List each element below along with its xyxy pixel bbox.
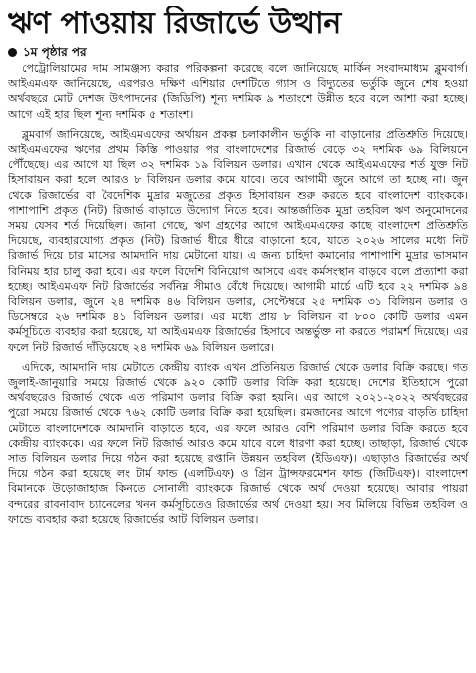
article-paragraph: এদিকে, আমদানি দায় মেটাতে কেন্দ্রীয় ব্যাংক এখন প্রতিনিয়ত রিজার্ভ থেকে ডলার বিক্রি করছে। গত জুলাই-জানুয়ারি সময়ে রিজার্ভ থেকে ৯২০ কোটি ডলার বিক্রি করা হয়েছে। দেশের ইতিহাসে পুরো অর্থবছরেও রিজার্ভ থেকে এত পরিমাণ ডলার বিক্রি করা হয়নি। এর আগে ২০২১-২০২২ অর্থবছরের পুরো সময়ে রিজার্ভ থেকে ৭৬২ কোটি ডলার বিক্রি করা হয়েছিল। রমজানের আগে পণ্যের বাড়তি চাহিদা মেটাতে বাংলাদেশকে আমদানি বাড়াতে হবে, এর ফলে আরও বেশি পরিমাণ ডলার বিক্রি করতে হবে কেন্দ্রীয় ব্যাংককে। এর ফলে নিট রিজার্ভ আরও কমে যাবে বলে ধারণা করা হচ্ছে। তাছাড়া, রিজার্ভ থেকে সাত বিলিয়ন ডলার দিয়ে গঠন করা হয়েছে রপ্তানি উন্নয়ন তহবিল (ইডিএফ)। এছাড়াও রিজার্ভের অর্থ দিয়ে গঠন করা হয়েছে লং টার্ম ফান্ড (এলটিএফ) ও গ্রিন ট্রান্সফরমেশন ফান্ড (জিটিএফ)। বাংলাদেশ বিমানকে উড়োজাহাজ কিনতে সোনালী ব্যাংককে রিজার্ভ থেকে অর্থ দেওয়া হয়েছে। আবার পায়রা বন্দরের রাবনাবাদ চ্যানেলের খনন কর্মসূচিতেও রিজার্ভের অর্থ দেওয়া হয়। সব মিলিয়ে বিভিন্ন তহবিল ও ফান্ডে ব্যবহার করা হয়েছে রিজার্ভের আট বিলিয়ন ডলার।	[8, 360, 468, 526]
headline: ঋণ পাওয়ায় রিজার্ভে উত্থান	[8, 6, 341, 41]
bullet-icon	[8, 48, 17, 57]
article-paragraph: ব্লুমবার্গ জানিয়েছে, আইএমএফের অর্থায়ন প্রকল্প চলাকালীন ভর্তুকি না বাড়ানোর প্রতিশ্রুতি দিয়েছে। আইএমএফের ঋণের প্রথম কিস্তি পাওয়ার পর বাংলাদেশের রিজার্ভ বেড়ে ৩২ দশমিক ৬৯ বিলিয়নে পৌঁছেছে। এর আগে যা ছিল ৩২ দশমিক ১৯ বিলিয়ন ডলার। এখান থেকে আইএমএফের শর্ত যুক্ত নিট হিসাবায়ন করা হলে আরও ৮ বিলিয়ন ডলার কমে যাবে। তবে আগামী জুনে আগে তা হচ্ছে না। জুন থেকে রিজার্ভের বা বৈদেশিক মুদ্রার মজুতের প্রকৃত হিসাবায়ন শুরু করতে হবে বাংলাদেশ ব্যাংককে। পাশাপাশি প্রকৃত (নিট) রিজার্ভ বাড়াতে উদ্যোগ নিতে হবে। আন্তর্জাতিক মুদ্রা তহবিল ঋণ অনুমোদনের সময় যেসব শর্ত দিয়েছিল। জানা গেছে, ঋণ গ্রহণের আগে আইএমএফের কাছে বাংলাদেশ প্রতিশ্রুতি দিয়েছে, ব্যবহারযোগ্য প্রকৃত (নিট) রিজার্ভ ধীরে ধীরে বাড়ানো হবে, যাতে ২০২৬ সালের মধ্যে নিট রিজার্ভ দিয়ে চার মাসের আমদানি দায় মেটানো যায়। এ জন্য চাহিদা কমানোর পাশাপাশি মুদ্রার ভাসমান বিনিময় হার চালু করা হবে। এর ফলে বিদেশি বিনিয়োগ আসবে এবং কর্মসংস্থান বাড়বে বলে প্রত্যাশা করা হচ্ছে। আইএমএফ নিট রিজার্ভের সর্বনিম্ন সীমাও বেঁধে দিয়েছে। আগামী মার্চে এটি হবে ২২ দশমিক ৯৪ বিলিয়ন ডলার, জুনে ২৪ দশমিক ৪৬ বিলিয়ন ডলার, সেপ্টেম্বরে ২৫ দশমিক ৩১ বিলিয়ন ডলার ও ডিসেম্বরে ২৬ দশমিক ৪১ বিলিয়ন ডলার। এর মধ্যে প্রায় ৮ বিলিয়ন বা ৮০০ কোটি ডলার এমন কর্মসূচিতে ব্যবহার করা হয়েছে, যা আইএমএফ রিজার্ভের হিসাবে অন্তর্ভুক্ত না করতে পরামর্শ দিয়েছে। এর ফলে নিট রিজার্ভ দাঁড়িয়েছে ২৪ দশমিক ৬৯ বিলিয়ন ডলারে।	[8, 127, 468, 354]
continued-from-note	[8, 44, 468, 60]
article-paragraph: পেট্রোলিয়ামের দাম সামঞ্জস্য করার পরিকল্পনা করেছে বলে জানিয়েছে মার্কিন সংবাদমাধ্যম ব্লুমবার্গ। আইএমএফ জানিয়েছে, এরপরও দক্ষিণ এশিয়ার দেশটিতে গ্যাস ও বিদ্যুতের ভর্তুকি জুনে শেষ হওয়া অর্থবছরে মোট দেশজ উৎপাদনের (জিডিপি) শূন্য দশমিক ৯ শতাংশে উন্নীত হবে বলে আশা করা হচ্ছে। আগে এই হার ছিল শূন্য দশমিক ৫ শতাংশ।	[8, 62, 468, 121]
continued-from-label: ১ম পৃষ্ঠার পর	[23, 45, 87, 59]
